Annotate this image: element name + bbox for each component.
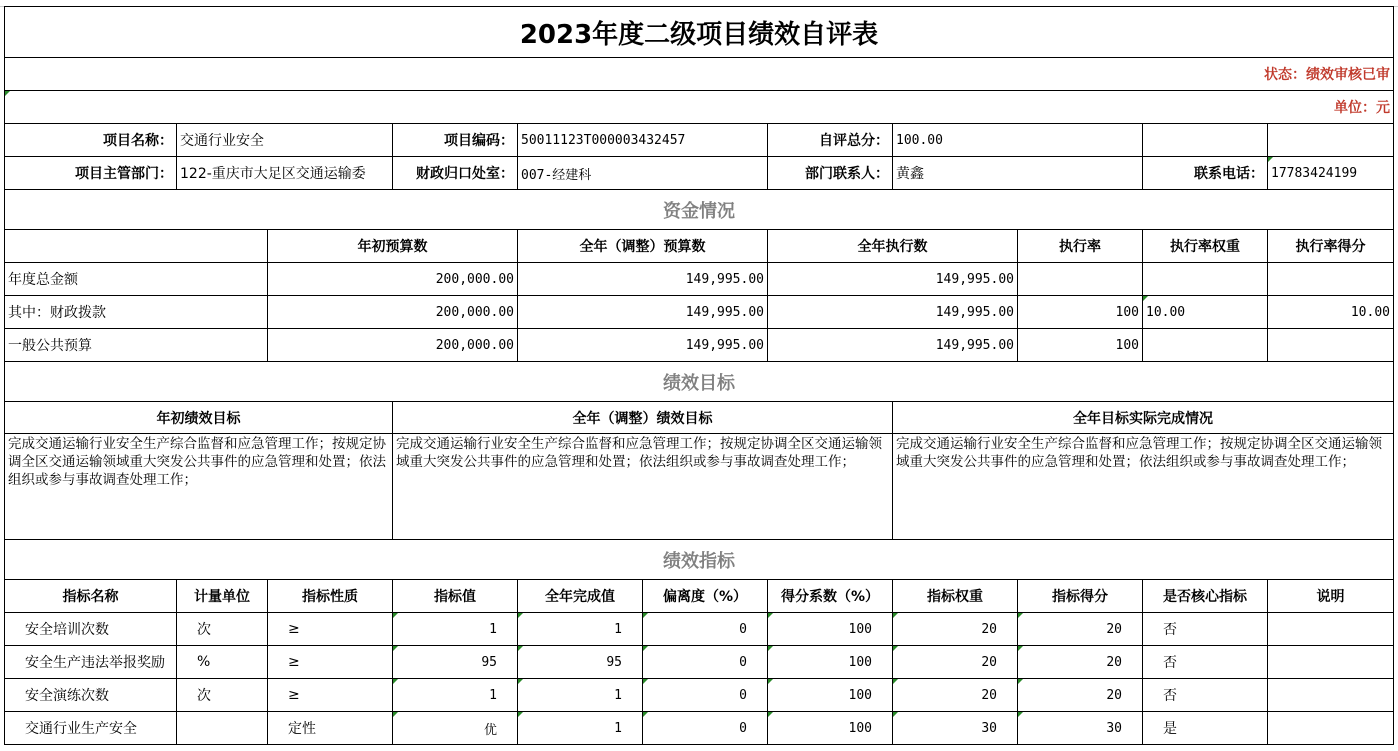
funds-row (5, 329, 1394, 362)
ind-header-score: 指标得分 (1018, 580, 1143, 613)
ind-done[interactable]: 1 (518, 679, 643, 712)
ind-done[interactable]: 1 (518, 712, 643, 745)
funds-row-adjusted[interactable]: 149,995.00 (518, 263, 768, 296)
ind-value[interactable]: 1 (393, 679, 518, 712)
contact-label: 部门联系人： (768, 157, 893, 190)
empty-cell[interactable] (1268, 124, 1394, 157)
ind-done[interactable]: 1 (518, 613, 643, 646)
ind-weight[interactable]: 20 (893, 679, 1018, 712)
goals-actual-text[interactable]: 完成交通运输行业安全生产综合监督和应急管理工作；按规定协调全区交通运输领域重大突发公共事件的应急管理和处置；依法组织或参与事故调查处理工作； (893, 434, 1394, 540)
ind-value[interactable]: 1 (393, 613, 518, 646)
goals-header-adjusted: 全年（调整）绩效目标 (393, 402, 893, 434)
ind-score[interactable]: 20 (1018, 613, 1143, 646)
contact-value[interactable]: 黄鑫 (893, 157, 1143, 190)
ind-deviation[interactable]: 0 (643, 679, 768, 712)
dept-label: 项目主管部门： (5, 157, 177, 190)
indicators-section-title: 绩效指标 (5, 540, 1394, 580)
ind-note[interactable] (1268, 646, 1394, 679)
funds-row-adjusted[interactable]: 149,995.00 (518, 329, 768, 362)
funds-row-executed[interactable]: 149,995.00 (768, 296, 1018, 329)
ind-score[interactable]: 20 (1018, 679, 1143, 712)
ind-nature[interactable]: ≥ (268, 646, 393, 679)
funds-row-rate[interactable]: 100 (1018, 296, 1143, 329)
ind-score[interactable]: 20 (1018, 646, 1143, 679)
ind-header-deviation: 偏离度（%） (643, 580, 768, 613)
funds-row-name[interactable]: 一般公共预算 (5, 329, 268, 362)
ind-header-value: 指标值 (393, 580, 518, 613)
ind-weight[interactable]: 30 (893, 712, 1018, 745)
funds-header-blank (5, 230, 268, 263)
phone-label: 联系电话： (1143, 157, 1268, 190)
indicator-row (5, 613, 1394, 646)
funds-row-initial[interactable]: 200,000.00 (268, 263, 518, 296)
project-name-label: 项目名称： (5, 124, 177, 157)
funds-row-rate[interactable]: 100 (1018, 329, 1143, 362)
ind-name[interactable]: 安全培训次数 (5, 613, 177, 646)
goals-header-initial: 年初绩效目标 (5, 402, 393, 434)
goals-section-title: 绩效目标 (5, 362, 1394, 402)
phone-value[interactable]: 17783424199 (1268, 157, 1394, 190)
ind-nature[interactable]: ≥ (268, 679, 393, 712)
funds-row-weight[interactable]: 10.00 (1143, 296, 1268, 329)
ind-value[interactable]: 95 (393, 646, 518, 679)
ind-header-core: 是否核心指标 (1143, 580, 1268, 613)
indicator-row (5, 646, 1394, 679)
funds-row-executed[interactable]: 149,995.00 (768, 263, 1018, 296)
funds-row-initial[interactable]: 200,000.00 (268, 296, 518, 329)
ind-header-weight: 指标权重 (893, 580, 1018, 613)
ind-nature[interactable]: ≥ (268, 613, 393, 646)
funds-header-rate: 执行率 (1018, 230, 1143, 263)
ind-header-done: 全年完成值 (518, 580, 643, 613)
ind-unit[interactable] (177, 712, 268, 745)
funds-section-title: 资金情况 (5, 190, 1394, 230)
indicator-row (5, 712, 1394, 745)
funds-header-adjusted: 全年（调整）预算数 (518, 230, 768, 263)
ind-name[interactable]: 安全生产违法举报奖励 (5, 646, 177, 679)
ind-core[interactable]: 否 (1143, 646, 1268, 679)
funds-header-score: 执行率得分 (1268, 230, 1394, 263)
funds-row-name[interactable]: 其中：财政拨款 (5, 296, 268, 329)
funds-header-weight: 执行率权重 (1143, 230, 1268, 263)
ind-header-nature: 指标性质 (268, 580, 393, 613)
evaluation-table (4, 6, 1394, 745)
goals-adjusted-text[interactable]: 完成交通运输行业安全生产综合监督和应急管理工作；按规定协调全区交通运输领域重大突发公共事件的应急管理和处置；依法组织或参与事故调查处理工作； (393, 434, 893, 540)
ind-deviation[interactable]: 0 (643, 646, 768, 679)
funds-row (5, 296, 1394, 329)
ind-value[interactable]: 优 (393, 712, 518, 745)
goals-initial-text[interactable]: 完成交通运输行业安全生产综合监督和应急管理工作；按规定协调全区交通运输领域重大突发公共事件的应急管理和处置；依法组织或参与事故调查处理工作； (5, 434, 393, 540)
funds-row-weight[interactable] (1143, 263, 1268, 296)
ind-note[interactable] (1268, 679, 1394, 712)
ind-name[interactable]: 交通行业生产安全 (5, 712, 177, 745)
funds-row-score[interactable]: 10.00 (1268, 296, 1394, 329)
self-score-label: 自评总分： (768, 124, 893, 157)
ind-score[interactable]: 30 (1018, 712, 1143, 745)
funds-row-score[interactable] (1268, 329, 1394, 362)
finance-value[interactable]: 007-经建科 (518, 157, 768, 190)
ind-coefficient[interactable]: 100 (768, 712, 893, 745)
ind-unit[interactable]: 次 (177, 613, 268, 646)
finance-label: 财政归口处室： (393, 157, 518, 190)
ind-note[interactable] (1268, 712, 1394, 745)
funds-row-rate[interactable] (1018, 263, 1143, 296)
ind-header-coefficient: 得分系数（%） (768, 580, 893, 613)
status-label: 状态：绩效审核已审 (5, 58, 1394, 91)
page-title: 2023年度二级项目绩效自评表 (5, 7, 1394, 58)
dept-value[interactable]: 122-重庆市大足区交通运输委 (177, 157, 393, 190)
ind-core[interactable]: 否 (1143, 679, 1268, 712)
ind-core[interactable]: 否 (1143, 613, 1268, 646)
funds-row-weight[interactable] (1143, 329, 1268, 362)
funds-row-executed[interactable]: 149,995.00 (768, 329, 1018, 362)
funds-row-score[interactable] (1268, 263, 1394, 296)
indicator-row (5, 679, 1394, 712)
ind-header-note: 说明 (1268, 580, 1394, 613)
ind-core[interactable]: 是 (1143, 712, 1268, 745)
project-code-label: 项目编码： (393, 124, 518, 157)
ind-unit[interactable]: 次 (177, 679, 268, 712)
ind-coefficient[interactable]: 100 (768, 613, 893, 646)
ind-weight[interactable]: 20 (893, 646, 1018, 679)
ind-name[interactable]: 安全演练次数 (5, 679, 177, 712)
ind-note[interactable] (1268, 613, 1394, 646)
project-code-value[interactable]: 50011123T000003432457 (518, 124, 768, 157)
ind-header-name: 指标名称 (5, 580, 177, 613)
funds-row-initial[interactable]: 200,000.00 (268, 329, 518, 362)
ind-coefficient[interactable]: 100 (768, 646, 893, 679)
ind-deviation[interactable]: 0 (643, 613, 768, 646)
goals-header-actual: 全年目标实际完成情况 (893, 402, 1394, 434)
empty-cell[interactable] (1143, 124, 1268, 157)
ind-coefficient[interactable]: 100 (768, 679, 893, 712)
funds-row-adjusted[interactable]: 149,995.00 (518, 296, 768, 329)
ind-header-unit: 计量单位 (177, 580, 268, 613)
funds-header-initial: 年初预算数 (268, 230, 518, 263)
funds-row (5, 263, 1394, 296)
ind-weight[interactable]: 20 (893, 613, 1018, 646)
funds-header-executed: 全年执行数 (768, 230, 1018, 263)
project-name-value[interactable]: 交通行业安全 (177, 124, 393, 157)
unit-label: 单位：元 (5, 91, 1394, 124)
funds-row-name[interactable]: 年度总金额 (5, 263, 268, 296)
ind-done[interactable]: 95 (518, 646, 643, 679)
ind-deviation[interactable]: 0 (643, 712, 768, 745)
self-score-value[interactable]: 100.00 (893, 124, 1143, 157)
ind-unit[interactable]: % (177, 646, 268, 679)
ind-nature[interactable]: 定性 (268, 712, 393, 745)
